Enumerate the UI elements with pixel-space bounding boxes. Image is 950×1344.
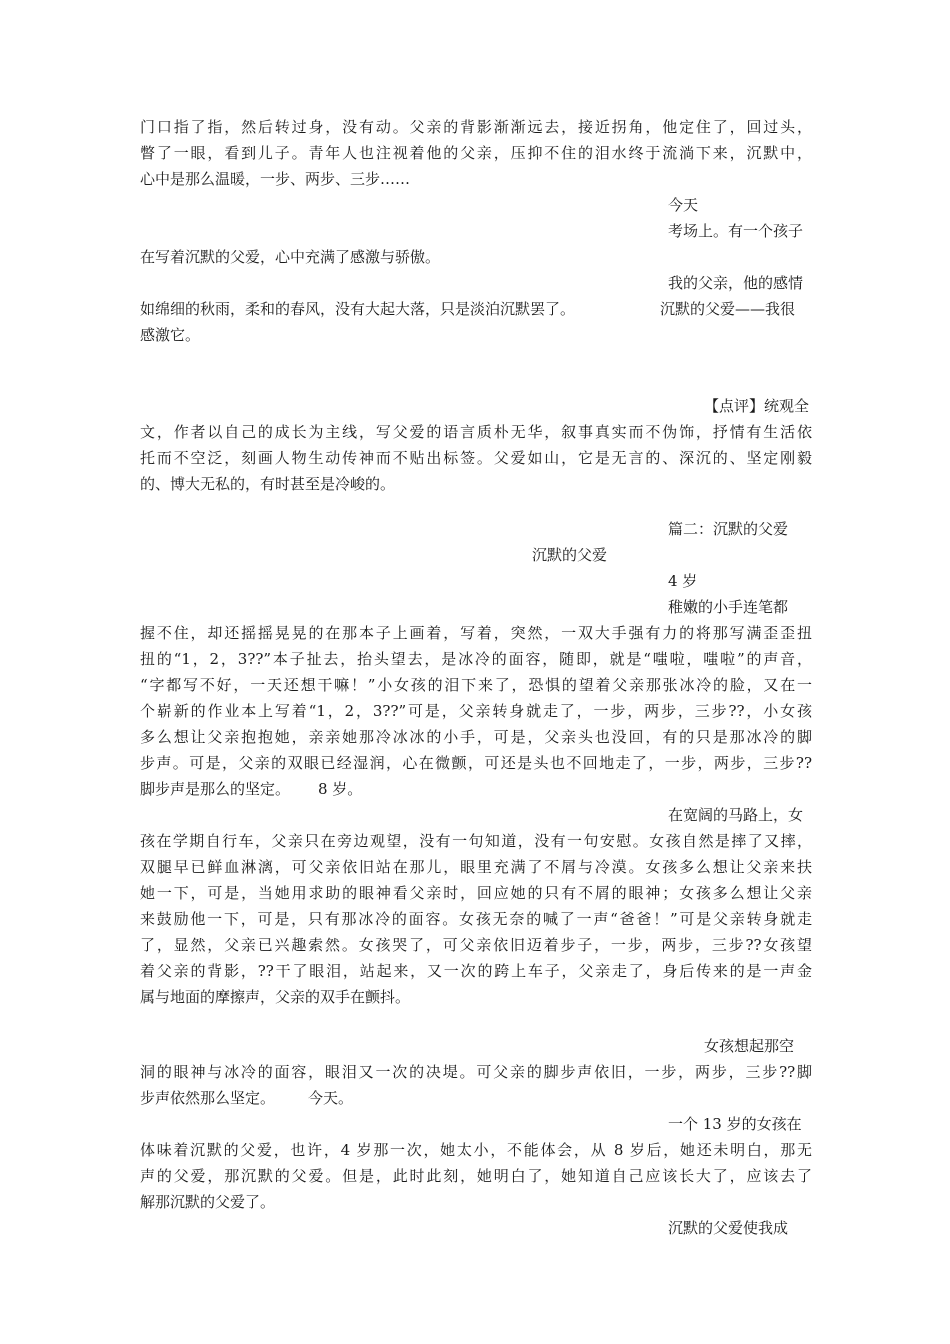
article-title: 沉默的父爱	[532, 546, 608, 564]
text-line: 瞥了一眼，看到儿子。青年人也注视着他的父亲，压抑不住的泪水终于流淌下来，沉默中，	[140, 144, 812, 162]
text-line: 女孩想起那空	[704, 1037, 795, 1055]
text-line: 文，作者以自己的成长为主线，写父爱的语言质朴无华，叙事真实而不伪饰，抒情有生活依	[140, 423, 812, 441]
text-line: 来鼓励他一下，可是，只有那冰冷的面容。女孩无奈的喊了一声“爸爸！”可是父亲转身就走	[140, 910, 812, 928]
text-line: 步声。可是，父亲的双眼已经湿润，心在微颤，可还是头也不回地走了，一步，两步，三步??	[140, 754, 812, 772]
text-line: 的、博大无私的，有时甚至是冷峻的。	[140, 475, 396, 493]
text-line: 门口指了指，然后转过身，没有动。父亲的背影渐渐远去，接近拐角，他定住了，回过头，	[140, 118, 812, 136]
text-line: 8 岁。	[318, 780, 363, 798]
text-line: 在宽阔的马路上，女	[668, 806, 804, 824]
text-line: 双腿早已鲜血淋漓，可父亲依旧站在那儿，眼里充满了不屑与冷漠。女孩多么想让父亲来扶	[140, 858, 812, 876]
text-line: 洞的眼神与冰冷的面容，眼泪又一次的决堤。可父亲的脚步声依旧，一步，两步，三步??脚	[140, 1063, 812, 1081]
text-line: 一个 13 岁的女孩在	[668, 1115, 802, 1133]
section-heading: 篇二：沉默的父爱	[668, 520, 789, 538]
text-line: 着父亲的背影，??干了眼泪，站起来，又一次的跨上车子，父亲走了，身后传来的是一声金	[140, 962, 812, 980]
text-line: 个崭新的作业本上写着“1，2，3??”可是，父亲转身就走了，一步，两步，三步??，小女孩	[140, 702, 812, 720]
text-line: 扭的“1，2，3??”本子扯去，抬头望去，是冰冷的面容，随即，就是“嗤啦，嗤啦”的声音，	[140, 650, 812, 668]
text-line: 今天。	[308, 1089, 354, 1107]
text-line: 握不住，却还摇摇晃晃的在那本子上画着，写着，突然，一双大手强有力的将那写满歪歪扭	[140, 624, 812, 642]
text-line: 在写着沉默的父爱，心中充满了感激与骄傲。	[140, 248, 441, 266]
text-line: 心中是那么温暖，一步、两步、三步……	[140, 170, 411, 188]
text-line: 她一下，可是，当她用求助的眼神看父亲时，回应她的只有不屑的眼神；女孩多么想让父亲	[140, 884, 812, 902]
text-line: 考场上。有一个孩子	[668, 222, 804, 240]
text-line: 今天	[668, 196, 699, 214]
text-line: 解那沉默的父爱了。	[140, 1193, 276, 1211]
comment-heading: 【点评】统观全	[704, 397, 810, 415]
text-line: “字都写不好，一天还想干嘛！”小女孩的泪下来了，恐惧的望着父亲那张冰冷的脸，又在一	[140, 676, 812, 694]
text-line: 声的父爱，那沉默的父爱。但是，此时此刻，她明白了，她知道自己应该长大了，应该去了	[140, 1167, 812, 1185]
text-line: 托而不空泛，刻画人物生动传神而不贴出标签。父爱如山，它是无言的、深沉的、坚定刚毅	[140, 449, 812, 467]
text-line: 沉默的父爱使我成	[668, 1219, 789, 1237]
text-line: 4 岁	[668, 572, 698, 590]
text-line: 了，显然，父亲已兴趣索然。女孩哭了，可父亲依旧迈着步子，一步，两步，三步??女孩望	[140, 936, 812, 954]
text-line: 体味着沉默的父爱，也许，4 岁那一次，她太小，不能体会，从 8 岁后，她还未明白，那无	[140, 1141, 812, 1159]
text-line: 我的父亲，他的感情	[668, 274, 804, 292]
text-line: 稚嫩的小手连笔都	[668, 598, 789, 616]
text-line: 感激它。	[140, 326, 201, 344]
text-line: 如绵细的秋雨，柔和的春风，没有大起大落，只是淡泊沉默罢了。	[140, 300, 576, 318]
text-line: 步声依然那么坚定。	[140, 1089, 276, 1107]
text-line: 脚步声是那么的坚定。	[140, 780, 291, 798]
text-line: 孩在学期自行车，父亲只在旁边观望，没有一句知道，没有一句安慰。女孩自然是摔了又摔，	[140, 832, 812, 850]
text-line: 多么想让父亲抱抱她，亲亲她那冷冰冰的小手，可是，父亲头也没回，有的只是那冰冷的脚	[140, 728, 812, 746]
text-line: 沉默的父爱——我很	[660, 300, 796, 318]
text-line: 属与地面的摩擦声，父亲的双手在颤抖。	[140, 988, 411, 1006]
